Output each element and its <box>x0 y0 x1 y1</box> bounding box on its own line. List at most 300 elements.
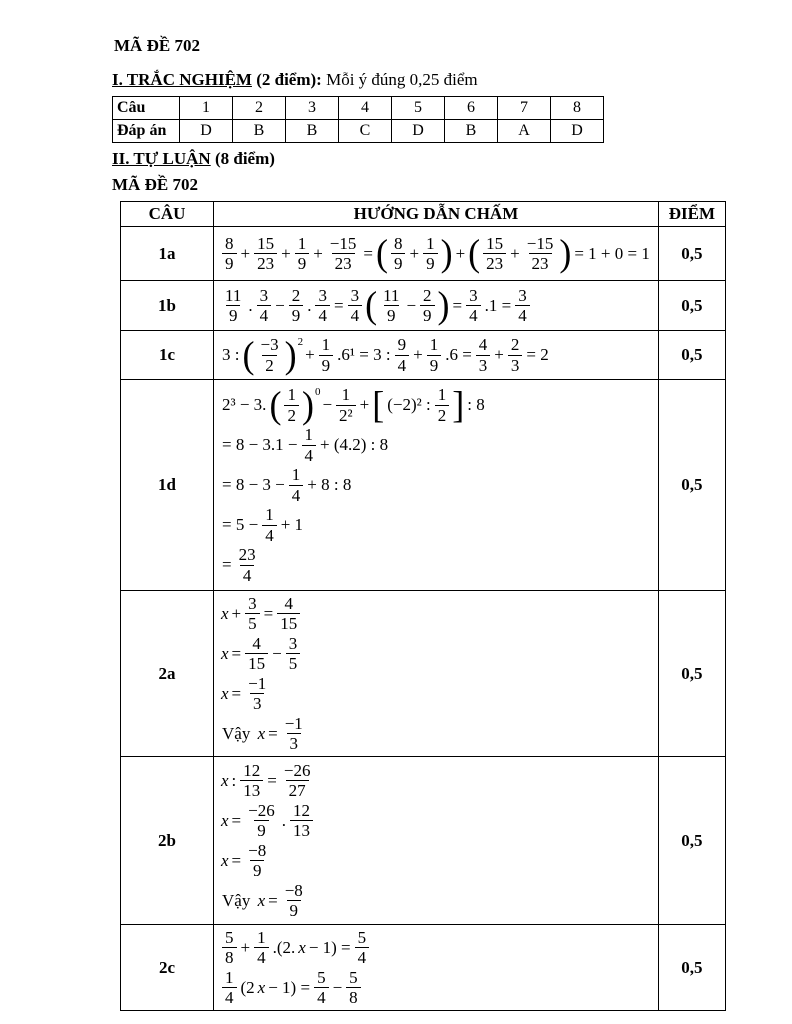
mc-cell: D <box>392 120 445 143</box>
row-question-label: 2a <box>121 591 214 757</box>
mc-cell: 1 <box>180 97 233 120</box>
variable: x <box>221 810 229 830</box>
fraction-denominator: 2 <box>284 405 299 425</box>
mc-cell: B <box>233 120 286 143</box>
fraction <box>466 286 481 325</box>
fraction-numerator: 3 <box>318 285 327 305</box>
big-delimiter: [ <box>372 383 385 426</box>
fraction-numerator: 2 <box>423 285 432 305</box>
fraction <box>355 928 370 967</box>
math-text: = <box>231 810 242 830</box>
section-1-heading-underlined: I. TRẮC NGHIỆM <box>112 70 252 89</box>
math-text: . <box>248 295 253 315</box>
fraction <box>423 234 438 273</box>
mc-cell: 8 <box>551 97 604 120</box>
fraction-numerator: 3 <box>259 285 269 305</box>
big-delimiter: ) <box>437 284 450 327</box>
variable: x <box>257 723 266 743</box>
math-text: = <box>268 723 278 743</box>
fraction-denominator: 9 <box>427 355 442 375</box>
fraction-numerator: 4 <box>284 593 293 613</box>
fraction-denominator: 3 <box>250 693 265 713</box>
math-text: + 8 : 8 <box>307 475 352 494</box>
section-1-heading-rest: Mỗi ý đúng 0,25 điểm <box>326 70 478 89</box>
math-text: = <box>363 243 373 263</box>
math-line <box>220 674 652 714</box>
math-text: + <box>240 243 251 263</box>
fraction <box>222 968 237 1007</box>
row-question-label: 2b <box>121 757 214 925</box>
fraction <box>245 594 260 633</box>
fraction-numerator: 1 <box>297 233 307 253</box>
mc-cell: B <box>286 120 339 143</box>
fraction-denominator: 4 <box>222 987 237 1007</box>
fraction <box>286 634 301 673</box>
math-text: + <box>313 243 323 263</box>
math-text: Vậy <box>222 723 255 743</box>
fraction-numerator: 2 <box>510 335 520 355</box>
row-points: 0,5 <box>658 925 725 1011</box>
fraction-denominator: 4 <box>257 305 272 325</box>
mc-cell: 2 <box>233 97 286 120</box>
fraction <box>524 234 557 273</box>
fraction-numerator: 3 <box>469 285 478 305</box>
fraction <box>254 928 269 967</box>
fraction <box>348 286 363 325</box>
fraction-denominator: 4 <box>515 305 530 325</box>
fraction-denominator: 23 <box>254 253 277 273</box>
fraction <box>257 286 272 325</box>
math-line <box>220 505 652 545</box>
mc-cell: 7 <box>498 97 551 120</box>
fraction-denominator: 27 <box>286 780 309 800</box>
fraction-numerator: −26 <box>248 800 275 820</box>
answer-key-row-1d <box>121 380 726 591</box>
fraction-numerator: 3 <box>288 633 298 653</box>
fraction-numerator: 5 <box>225 927 234 947</box>
answer-key-table <box>120 201 726 1011</box>
fraction-denominator: 4 <box>240 565 255 585</box>
section-2-heading-underlined: II. TỰ LUẬN <box>112 149 211 168</box>
math-text: 2³ − 3. <box>222 395 267 414</box>
math-line <box>220 801 652 841</box>
fraction-numerator: −3 <box>260 335 279 355</box>
math-text: . <box>307 295 312 315</box>
variable: x <box>221 643 229 663</box>
variable: x <box>298 937 306 957</box>
math-text: (−2)² : <box>387 395 431 414</box>
fraction <box>295 234 310 273</box>
math-line <box>220 761 652 801</box>
math-text: = <box>263 603 274 623</box>
fraction <box>346 968 361 1007</box>
column-header-diem: ĐIỂM <box>658 202 725 227</box>
fraction <box>236 545 259 584</box>
fraction-numerator: 1 <box>225 967 234 987</box>
fraction-numerator: 1 <box>321 335 331 355</box>
fraction-denominator: 4 <box>254 947 269 967</box>
mc-cell: D <box>551 120 604 143</box>
big-delimiter: ) <box>559 232 572 275</box>
row-points: 0,5 <box>658 331 725 380</box>
fraction-denominator: 9 <box>319 355 334 375</box>
fraction-numerator: 1 <box>291 465 301 485</box>
math-text: .1 = <box>484 295 512 315</box>
fraction <box>245 801 278 840</box>
row-solution <box>214 281 659 331</box>
row-solution <box>214 757 659 925</box>
fraction-numerator: −8 <box>248 840 267 860</box>
fraction <box>319 335 334 374</box>
fraction-numerator: 4 <box>478 335 488 355</box>
fraction <box>435 385 450 424</box>
fraction <box>245 841 269 880</box>
fraction <box>222 286 244 325</box>
fraction-denominator: 3 <box>287 733 302 753</box>
fraction-denominator: 9 <box>295 253 310 273</box>
fraction <box>508 335 523 374</box>
math-text: . <box>281 810 286 830</box>
math-text: = <box>231 683 242 703</box>
row-solution <box>214 227 659 281</box>
fraction-denominator: 9 <box>423 253 438 273</box>
fraction-numerator: 9 <box>397 335 407 355</box>
big-delimiter: ) <box>284 333 297 376</box>
fraction-numerator: 4 <box>252 633 261 653</box>
section-2-heading <box>112 149 732 169</box>
math-text: + <box>281 243 291 263</box>
fraction-numerator: 3 <box>248 593 257 613</box>
fraction <box>427 335 442 374</box>
mc-cell: B <box>445 120 498 143</box>
fraction-numerator: 5 <box>317 967 326 987</box>
math-text: : <box>231 770 237 790</box>
fraction <box>240 761 263 800</box>
variable: x <box>221 850 229 870</box>
fraction-numerator: 5 <box>349 967 358 987</box>
fraction <box>262 505 277 544</box>
math-text: (2 <box>240 977 255 997</box>
fraction-numerator: −1 <box>248 673 267 693</box>
math-text: − <box>322 395 333 414</box>
fraction-denominator: 5 <box>286 653 301 673</box>
math-line <box>220 928 652 968</box>
fraction-numerator: 5 <box>357 927 367 947</box>
fraction-numerator: −15 <box>329 233 357 253</box>
math-line <box>220 545 652 585</box>
section-1-heading-bold: (2 điểm): <box>251 70 327 89</box>
big-delimiter: ( <box>365 284 378 327</box>
variable: x <box>221 683 229 703</box>
math-line <box>220 385 652 425</box>
math-line <box>220 465 652 505</box>
math-text: = <box>333 295 344 315</box>
fraction-denominator: 4 <box>262 525 277 545</box>
column-header-cau: CÂU <box>121 202 214 227</box>
fraction <box>391 234 406 273</box>
fraction-denominator: 13 <box>240 780 263 800</box>
math-text: + 1 <box>280 515 304 534</box>
exponent: 2 <box>297 336 304 348</box>
math-text: .6¹ = 3 : <box>337 345 391 364</box>
fraction-numerator: 12 <box>243 760 261 780</box>
fraction-numerator: 1 <box>426 233 435 253</box>
fraction-numerator: 11 <box>383 285 400 305</box>
math-text: − 1) = <box>308 937 351 957</box>
big-delimiter: ( <box>468 232 481 275</box>
math-text: + (4.2) : 8 <box>320 435 389 454</box>
fraction-denominator: 9 <box>420 305 435 325</box>
math-text: .6 = <box>445 345 472 364</box>
fraction-denominator: 2 <box>435 405 450 425</box>
row-question-label: 1c <box>121 331 214 380</box>
math-line <box>220 594 652 634</box>
column-header-huongdan: HƯỚNG DẪN CHẤM <box>214 202 659 227</box>
math-line <box>220 881 652 921</box>
fraction-denominator: 4 <box>315 305 330 325</box>
fraction-denominator: 9 <box>384 305 399 325</box>
fraction <box>277 594 300 633</box>
variable: x <box>221 770 229 790</box>
mc-answer-row <box>113 120 604 143</box>
fraction <box>222 928 237 967</box>
math-text: Vậy <box>222 890 255 910</box>
math-text: + <box>305 345 315 364</box>
fraction <box>281 761 314 800</box>
fraction-numerator: 8 <box>225 233 234 253</box>
mc-cell: C <box>339 120 392 143</box>
fraction-denominator: 9 <box>226 305 241 325</box>
mc-tbody <box>113 97 604 143</box>
math-text: = <box>268 890 278 910</box>
math-text: = 5 − <box>222 515 259 534</box>
big-delimiter: ) <box>301 383 314 426</box>
fraction <box>302 425 317 464</box>
mc-cell: 5 <box>392 97 445 120</box>
fraction <box>395 335 410 374</box>
exponent: 0 <box>314 386 321 398</box>
big-delimiter: ] <box>452 383 465 426</box>
fraction <box>254 234 277 273</box>
fraction-numerator: −1 <box>284 713 303 733</box>
fraction-denominator: 4 <box>348 305 363 325</box>
fraction-denominator: 3 <box>508 355 523 375</box>
fraction <box>380 286 402 325</box>
fraction <box>314 968 329 1007</box>
fraction <box>476 335 491 374</box>
mc-question-row <box>113 97 604 120</box>
answer-key-row-1c <box>121 331 726 380</box>
big-delimiter: ( <box>375 232 388 275</box>
big-delimiter: ) <box>440 232 453 275</box>
row-points: 0,5 <box>658 380 725 591</box>
math-line <box>220 335 652 375</box>
fraction-denominator: 5 <box>245 613 260 633</box>
fraction <box>289 286 304 325</box>
math-line <box>220 286 652 326</box>
math-text: = 8 − 3 − <box>222 475 285 494</box>
fraction-numerator: 15 <box>486 233 504 253</box>
fraction-numerator: −26 <box>283 760 311 780</box>
fraction-numerator: 1 <box>304 425 314 445</box>
math-text: + <box>413 345 423 364</box>
math-text: .(2. <box>272 937 296 957</box>
answer-key-tbody <box>121 227 726 1011</box>
fraction-denominator: 4 <box>355 947 370 967</box>
math-text: + <box>455 243 466 263</box>
math-text: = <box>231 643 242 663</box>
fraction <box>245 674 269 713</box>
fraction-numerator: 23 <box>238 545 256 565</box>
fraction-denominator: 9 <box>250 860 265 880</box>
math-line <box>220 841 652 881</box>
math-text: : 8 <box>467 395 485 414</box>
math-text: + <box>409 243 420 263</box>
section-1-heading <box>112 70 732 90</box>
fraction <box>483 234 506 273</box>
fraction-denominator: 9 <box>222 253 237 273</box>
math-text: − <box>406 295 417 315</box>
exam-code-title: MÃ ĐỀ 702 <box>114 36 200 55</box>
row-points: 0,5 <box>658 227 725 281</box>
answer-key-thead <box>121 202 726 227</box>
math-text: − <box>275 295 285 315</box>
row-question-label: 1a <box>121 227 214 281</box>
variable: x <box>221 603 229 623</box>
math-text: + <box>359 395 370 414</box>
variable: x <box>257 890 266 910</box>
big-delimiter: ( <box>242 333 255 376</box>
mc-cell: D <box>180 120 233 143</box>
fraction-numerator: 1 <box>257 927 266 947</box>
fraction <box>315 286 330 325</box>
fraction-numerator: 1 <box>429 335 439 355</box>
math-text: − <box>332 977 343 997</box>
fraction-numerator: 3 <box>518 285 527 305</box>
math-text: + <box>494 345 504 364</box>
math-text: + <box>510 243 520 263</box>
fraction-denominator: 4 <box>289 485 304 505</box>
mc-cell: 4 <box>339 97 392 120</box>
mc-cell: 6 <box>445 97 498 120</box>
fraction-denominator: 4 <box>314 987 329 1007</box>
fraction <box>336 385 356 424</box>
fraction-denominator: 3 <box>476 355 491 375</box>
fraction-denominator: 4 <box>466 305 481 325</box>
fraction-denominator: 13 <box>290 820 313 840</box>
answer-key-row-2c <box>121 925 726 1011</box>
fraction <box>222 234 237 273</box>
math-text: − <box>272 643 282 663</box>
variable: x <box>257 977 266 997</box>
answer-key-row-2a <box>121 591 726 757</box>
fraction-denominator: 23 <box>529 253 552 273</box>
fraction-denominator: 4 <box>395 355 410 375</box>
fraction <box>282 714 306 753</box>
fraction-numerator: −8 <box>284 880 303 900</box>
math-text: − 1) = <box>268 977 311 997</box>
mc-row-label: Đáp án <box>113 120 180 143</box>
answer-key-row-1a <box>121 227 726 281</box>
exam-code-subtitle: MÃ ĐỀ 702 <box>112 175 198 194</box>
fraction-numerator: 1 <box>287 385 296 405</box>
fraction-denominator: 2² <box>336 405 356 425</box>
fraction <box>327 234 360 273</box>
row-solution <box>214 591 659 757</box>
fraction-denominator: 15 <box>277 613 300 633</box>
fraction-denominator: 9 <box>254 820 269 840</box>
fraction <box>515 286 530 325</box>
math-text: + <box>240 937 251 957</box>
fraction <box>284 385 299 424</box>
row-points: 0,5 <box>658 281 725 331</box>
math-line <box>220 968 652 1008</box>
fraction-denominator: 9 <box>289 305 304 325</box>
big-delimiter: ( <box>269 383 282 426</box>
math-text: = 1 + 0 = 1 <box>574 243 650 263</box>
row-points: 0,5 <box>658 757 725 925</box>
math-line <box>220 714 652 754</box>
row-question-label: 1d <box>121 380 214 591</box>
fraction-numerator: 8 <box>393 233 403 253</box>
fraction-denominator: 23 <box>483 253 506 273</box>
fraction-denominator: 9 <box>391 253 406 273</box>
math-text: = <box>267 770 277 790</box>
fraction <box>420 286 435 325</box>
answer-key-row-2b <box>121 757 726 925</box>
fraction-numerator: 2 <box>291 285 301 305</box>
fraction <box>245 634 268 673</box>
answer-key-row-1b <box>121 281 726 331</box>
math-line <box>220 634 652 674</box>
fraction <box>282 881 306 920</box>
row-points: 0,5 <box>658 591 725 757</box>
row-solution <box>214 925 659 1011</box>
mc-cell: A <box>498 120 551 143</box>
math-text: + <box>231 603 242 623</box>
fraction-numerator: 11 <box>225 285 242 305</box>
fraction-denominator: 4 <box>302 445 317 465</box>
math-text: = <box>222 555 232 574</box>
row-question-label: 1b <box>121 281 214 331</box>
fraction-denominator: 23 <box>332 253 355 273</box>
math-line <box>220 234 652 274</box>
fraction-numerator: 3 <box>350 285 360 305</box>
fraction <box>289 465 304 504</box>
multiple-choice-table <box>112 96 604 143</box>
fraction-numerator: −15 <box>526 233 554 253</box>
fraction-denominator: 9 <box>287 900 302 920</box>
fraction-denominator: 2 <box>262 355 277 375</box>
section-2-heading-bold: (8 điểm) <box>210 149 275 168</box>
row-solution <box>214 380 659 591</box>
row-question-label: 2c <box>121 925 214 1011</box>
mc-cell: 3 <box>286 97 339 120</box>
fraction-denominator: 15 <box>245 653 268 673</box>
fraction-numerator: 1 <box>265 505 274 525</box>
math-text: = 8 − 3.1 − <box>222 435 298 454</box>
fraction-numerator: 12 <box>292 800 310 820</box>
fraction-numerator: 15 <box>257 233 275 253</box>
math-text: = 2 <box>526 345 549 364</box>
math-text: 3 : <box>222 345 240 364</box>
fraction-numerator: 1 <box>341 385 351 405</box>
answer-key-header-row <box>121 202 726 227</box>
math-line <box>220 425 652 465</box>
math-text: = <box>452 295 463 315</box>
math-text: = <box>231 850 242 870</box>
fraction-numerator: 1 <box>437 385 447 405</box>
